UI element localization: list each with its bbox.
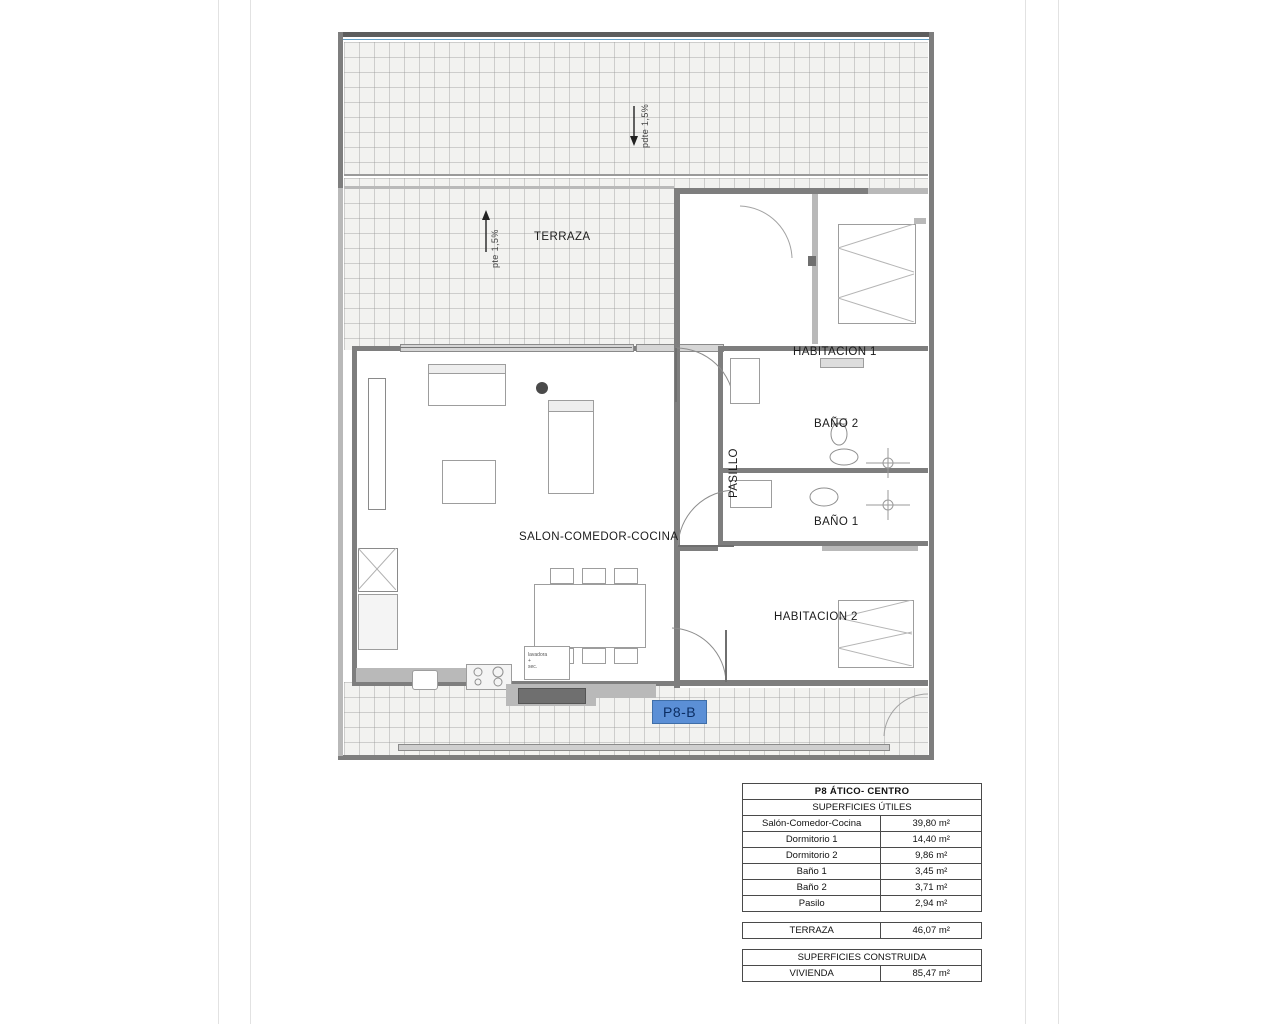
wall-salon-left [352, 346, 357, 686]
useful-header: SUPERFICIES ÚTILES [743, 800, 982, 816]
built-area: 85,47 m² [881, 966, 982, 982]
label-terraza: TERRAZA [534, 231, 591, 243]
furniture-dining-table [534, 584, 646, 648]
appliance-label: lavadora + sec. [528, 652, 548, 670]
wall-exterior-right [929, 32, 934, 760]
furniture-sofa-right [548, 400, 594, 494]
useful-areas-table [742, 783, 982, 912]
kitchen-cabinet-cross [358, 548, 396, 590]
page-guide-left-2 [250, 0, 251, 1024]
room-name: Baño 2 [743, 880, 881, 896]
table-row [743, 816, 982, 832]
terrace-area: 46,07 m² [881, 923, 982, 939]
table-row [743, 832, 982, 848]
hob-burners-icon [466, 664, 510, 688]
room-area: 14,40 m² [881, 832, 982, 848]
built-header: SUPERFICIES CONSTRUIDA [743, 950, 982, 966]
table-spacer-1 [742, 912, 982, 922]
table-row [743, 896, 982, 912]
table-row [743, 923, 982, 939]
door-swing-salon [668, 626, 730, 684]
bed-hab2-detail-icon [838, 600, 912, 666]
label-slope-top: pdte 1,5% [640, 103, 650, 148]
table-row [743, 848, 982, 864]
furniture-tv-unit [368, 378, 386, 510]
hab1-door-jamb [808, 256, 816, 266]
bed-hab1-detail-icon [838, 224, 914, 322]
wall-hab1-left [812, 194, 818, 344]
terrace-main-tiles [344, 188, 674, 350]
area-schedule [742, 783, 982, 982]
bano1-fixture-icon [866, 490, 910, 520]
bano2-sink-icon [824, 446, 864, 468]
window-salon-top [400, 344, 634, 352]
room-name: Salón-Comedor-Cocina [743, 816, 881, 832]
wall-exterior-top [338, 32, 934, 37]
table-row [743, 864, 982, 880]
wall-hab1-window-band [868, 188, 928, 194]
wall-exterior-left-upper [338, 32, 343, 192]
wall-exterior-bottom [338, 755, 934, 760]
room-area: 2,94 m² [881, 896, 982, 912]
entry-step [596, 684, 656, 698]
window-salon-top-line [400, 347, 632, 348]
room-name: Pasilo [743, 896, 881, 912]
chair-top-3 [614, 568, 638, 584]
label-slope-left: pte 1,5% [490, 229, 500, 268]
built-areas-table [742, 949, 982, 982]
wall-node-1 [812, 194, 818, 200]
schedule-title: P8 ÁTICO- CENTRO [743, 784, 982, 800]
slope-arrow-top-icon [628, 106, 640, 146]
room-name: Baño 1 [743, 864, 881, 880]
unit-tag: P8-B [652, 700, 707, 724]
door-swing-terrace [882, 692, 930, 738]
hab1-nightstand [914, 218, 926, 224]
label-salon: SALON-COMEDOR-COCINA [519, 531, 679, 543]
label-bano1: BAÑO 1 [814, 516, 859, 528]
chair-top-1 [550, 568, 574, 584]
table-spacer-2 [742, 939, 982, 949]
table-row [743, 966, 982, 982]
bano2-shower [730, 358, 760, 404]
chair-bottom-3 [614, 648, 638, 664]
furniture-sofa-top-back [428, 364, 506, 374]
bano2-counter [820, 358, 864, 368]
terrace-table [742, 922, 982, 939]
wall-exterior-left-lower [338, 188, 343, 756]
built-name: VIVIENDA [743, 966, 881, 982]
label-bano2: BAÑO 2 [814, 418, 859, 430]
bano2-fixture-icon [866, 448, 910, 478]
page-guide-right [1025, 0, 1026, 1024]
furniture-coffee-table [442, 460, 496, 504]
kitchen-sink [412, 670, 438, 690]
room-name: Dormitorio 2 [743, 848, 881, 864]
terrace-divider [344, 174, 928, 176]
room-area: 3,71 m² [881, 880, 982, 896]
floor-plan [338, 28, 934, 764]
furniture-sofa-right-back [548, 400, 594, 412]
label-hab1: HABITACION 1 [793, 346, 877, 358]
window-terrace-bottom [398, 744, 890, 751]
terrace-divider-2 [344, 186, 674, 189]
column-dot [536, 382, 548, 394]
page-guide-right-2 [1058, 0, 1059, 1024]
room-area: 9,86 m² [881, 848, 982, 864]
entry-closet-inner [518, 688, 586, 704]
wall-corridor-left [674, 188, 680, 688]
room-area: 39,80 m² [881, 816, 982, 832]
wall-top-inner-line [342, 39, 930, 40]
bano1-sink-icon [804, 484, 844, 510]
label-pasillo: PASILLO [728, 448, 740, 498]
terrace-name: TERRAZA [743, 923, 881, 939]
label-hab2: HABITACION 2 [774, 611, 858, 623]
chair-top-2 [582, 568, 606, 584]
table-row [743, 880, 982, 896]
chair-bottom-2 [582, 648, 606, 664]
page-guide-left [218, 0, 219, 1024]
hab2-wardrobe [822, 546, 918, 551]
room-area: 3,45 m² [881, 864, 982, 880]
kitchen-fridge [358, 594, 398, 650]
room-name: Dormitorio 1 [743, 832, 881, 848]
door-swing-entry [738, 204, 794, 262]
